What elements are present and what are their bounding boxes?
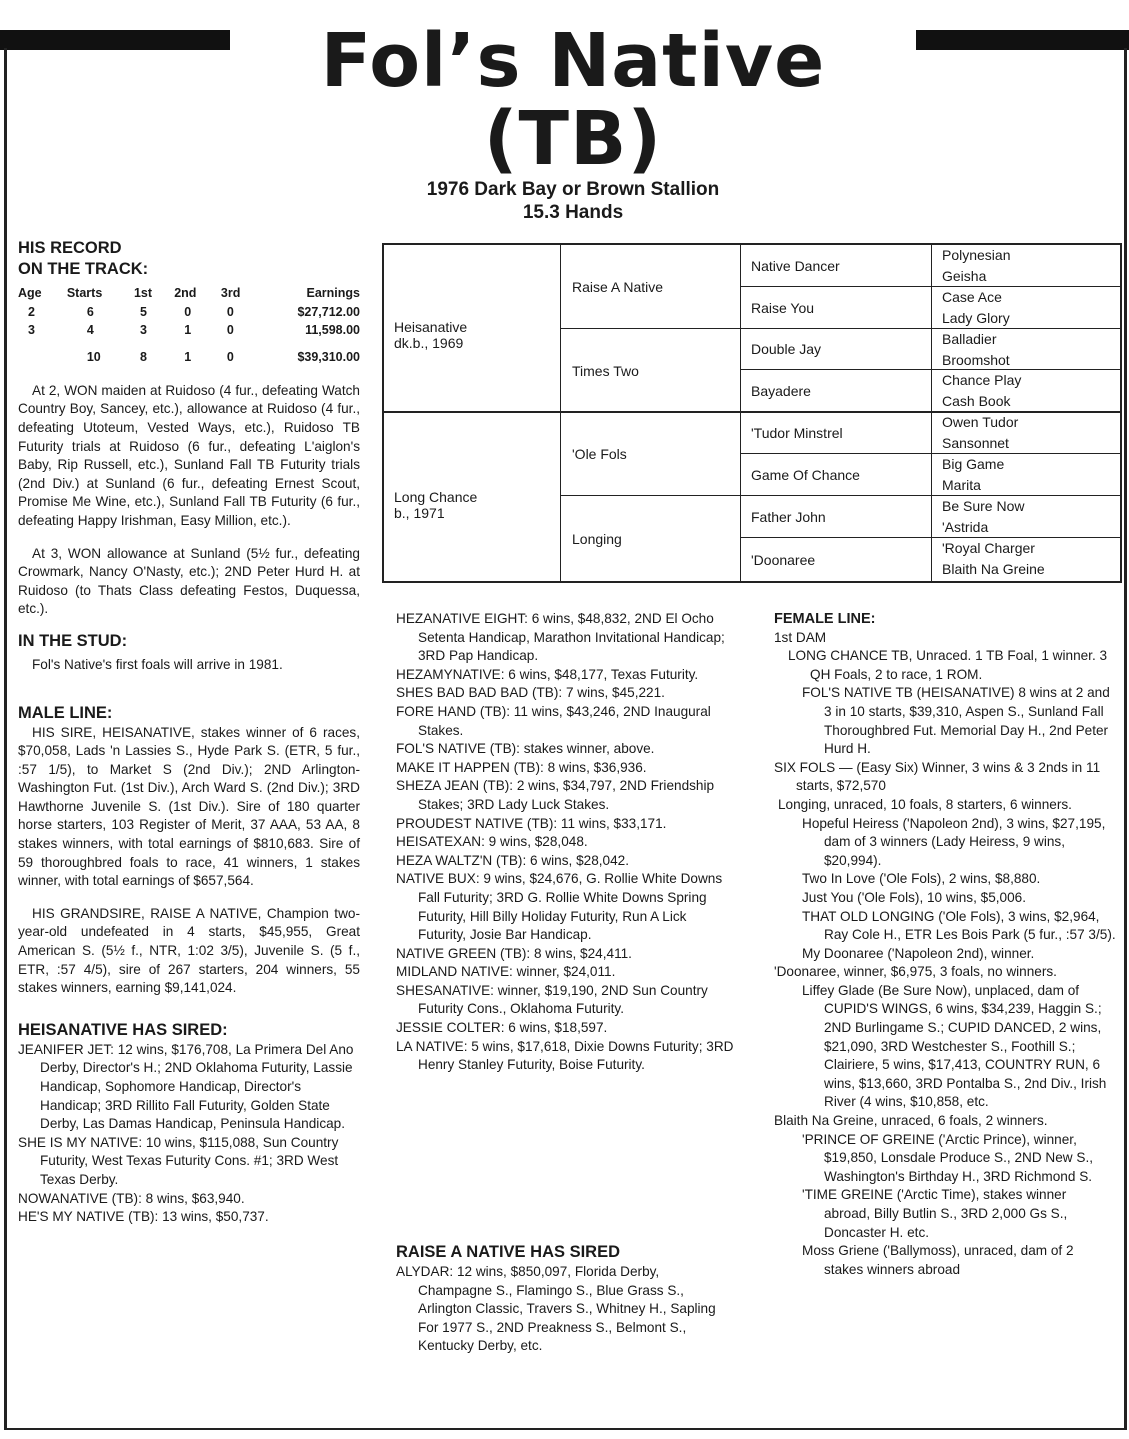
dam-name: Long Chance — [394, 489, 478, 505]
female-line-heading: FEMALE LINE: — [774, 611, 876, 627]
cell: $39,310.00 — [297, 350, 360, 365]
list-item: SIX FOLS — (Easy Six) Winner, 3 wins & 3 2nds in 11 starts, $72,570 — [774, 759, 1101, 794]
list-item: JEANIFER JET: 12 wins, $176,708, La Primera Del Ano Derby, Director's H.; 2ND Oklahoma Futurity, Lassie Handicap, Sophomore Handicap, Director's Handicap; 3RD Rillito Fall Futurity, Golden State Derby, Las Damas Handicap, Peninsula Handicap. — [18, 1041, 354, 1132]
list-item: SHES BAD BAD BAD (TB): 7 wins, $45,221. — [396, 685, 665, 701]
male-line-sire: HIS SIRE, HEISANATIVE, stakes winner of 6 races, $70,058, Lads 'n Lassies S., Hyde Park S. (ETR, 5 fur., :57 1/5), to Market S (2nd Div.); 2ND Arlington-Washington Fut. (1st Div.), Arch Ward S. (2nd Div.); 3RD Hawthorne Juvenile S. (1st Div.). Sire of 180 quarter horse starters, 103 Register of Merit, 37 AAA, 53 AA, 8 stakes winners, with total earnings of $810,683. Sire of 59 thoroughbred foals to race, 41 winners, 1 stakes winner, with total earnings of $657,564. — [18, 724, 360, 889]
list-item: JESSIE COLTER: 6 wins, $18,597. — [396, 1020, 608, 1036]
gen3-cell: Bayadere — [751, 382, 811, 399]
list-item: My Doonaree ('Napoleon 2nd), winner. — [802, 945, 1035, 961]
gen4-cell: Polynesian — [942, 247, 1011, 263]
list-item: NOWANATIVE (TB): 8 wins, $63,940. — [18, 1190, 245, 1206]
cell: 3 — [139, 323, 147, 338]
table-row — [18, 321, 360, 340]
table-header-row — [18, 284, 360, 303]
record-heading-2: ON THE TRACK: — [18, 260, 149, 278]
cell: 0 — [226, 350, 234, 365]
list-item: FOL'S NATIVE (TB): stakes winner, above. — [396, 741, 655, 757]
cell: 0 — [226, 304, 234, 319]
list-item: HEZA WALTZ'N (TB): 6 wins, $28,042. — [396, 852, 629, 868]
list-item: HE'S MY NATIVE (TB): 13 wins, $50,737. — [18, 1209, 269, 1225]
male-line-heading: MALE LINE: — [18, 703, 113, 722]
subtitle-description: 1976 Dark Bay or Brown Stallion — [426, 179, 720, 200]
list-item: 'Doonaree, winner, $6,975, 3 foals, no winners. — [774, 964, 1057, 980]
list-item: HEISATEXAN: 9 wins, $28,048. — [396, 834, 588, 850]
pedigree-chart — [382, 243, 1122, 583]
list-item: NATIVE BUX: 9 wins, $24,676, G. Rollie White Downs Fall Futurity; 3RD G. Rollie White Downs Spring Futurity, Hill Billy Holiday Futurity, Run A Lick Futurity, Josie Bar Handicap. — [396, 871, 723, 943]
record-paragraph-2yo: At 2, WON maiden at Ruidoso (4 fur., defeating Watch Country Boy, Sancey, etc.), allowance at Ruidoso (4 fur., defeating Utoteum, Vested Ways, etc.), Ruidoso TB Futurity trials at Ruidoso (6 fur., defeating L'aiglon's Baby, Rip Russell, etc.), Sunland Fall TB Futurity trials (2nd Div.) at Sunland (6 fur., defeating Ernest Scout, Promise Me Wine, etc.), Sunland Fall TB Futurity (6 fur., defeating Happy Irishman, Easy Million, etc.). — [18, 382, 360, 528]
list-item: MIDLAND NATIVE: winner, $24,011. — [396, 964, 616, 980]
gen4-cell: Chance Play — [942, 372, 1022, 389]
list-item: Blaith Na Greine, unraced, 6 foals, 2 winners. — [774, 1113, 1048, 1129]
title-block — [230, 18, 916, 223]
gen3-cell: Game Of Chance — [751, 466, 860, 483]
cell: 8 — [139, 350, 147, 365]
list-item: Hopeful Heiress ('Napoleon 2nd), 3 wins, $27,195, dam of 3 winners (Lady Heiress, 9 wins, $20,994). — [802, 815, 1106, 868]
list-item: SHESANATIVE: winner, $19,190, 2ND Sun Country Futurity Cons., Oklahoma Futurity. — [396, 982, 708, 1017]
gen4-cell: Sansonnet — [942, 435, 1009, 452]
raise-sired-section — [396, 1242, 734, 1356]
first-dam-label: 1st DAM — [774, 629, 827, 645]
list-item: Two In Love ('Ole Fols), 2 wins, $8,880. — [802, 871, 1041, 887]
divider — [560, 245, 561, 581]
heisanative-sired-heading: HEISANATIVE HAS SIRED: — [18, 1020, 228, 1039]
cell: 11,598.00 — [305, 323, 360, 338]
gen4-cell: Blaith Na Greine — [942, 560, 1045, 577]
list-item: Moss Griene ('Ballymoss), unraced, dam of 2 stakes winners abroad — [802, 1243, 1074, 1277]
col-first: 1st — [133, 286, 153, 300]
sire-info: dk.b., 1969 — [394, 335, 464, 351]
gen4-cell: Big Game — [942, 456, 1005, 473]
gen4-cell: Geisha — [942, 267, 987, 284]
gen4-cell: Cash Book — [942, 393, 1011, 410]
record-heading-1: HIS RECORD — [18, 239, 122, 257]
col-starts: Starts — [66, 286, 103, 300]
male-line-grandsire: HIS GRANDSIRE, RAISE A NATIVE, Champion two-year-old undefeated in 4 starts, $45,955, Great American S. (5½ f., NTR, 1:02 3/5), Juvenile S. (5 f., ETR, :57 4/5), sire of 267 starters, 204 winners, 55 stakes winners, earning $9,141,024. — [18, 905, 360, 996]
record-paragraph-3yo: At 3, WON allowance at Sunland (5½ fur., defeating Crowmark, Nancy O'Nasty, etc.); 2ND Peter Hurd H. at Ruidoso (to Thats Class defeating Festos, Duquessa, etc.). — [18, 545, 360, 617]
cell-empty — [18, 340, 67, 368]
gen3-cell: Raise You — [751, 299, 815, 316]
col-second: 2nd — [174, 286, 197, 300]
col-age: Age — [18, 286, 42, 300]
cell: 6 — [86, 304, 94, 319]
list-item: MAKE IT HAPPEN (TB): 8 wins, $36,936. — [396, 759, 647, 775]
list-item: PROUDEST NATIVE (TB): 11 wins, $33,171. — [396, 815, 667, 831]
gen4-cell: Marita — [942, 476, 981, 493]
list-item: 'TIME GREINE ('Arctic Time), stakes winner abroad, Billy Butlin S., 3RD 2,000 Gs S., Doncaster H. etc. — [802, 1187, 1068, 1240]
cell: 4 — [86, 323, 94, 338]
gen4-cell: 'Royal Charger — [942, 539, 1035, 556]
gen3-cell: Father John — [751, 508, 826, 525]
stud-heading: IN THE STUD: — [18, 631, 128, 650]
list-item: LONG CHANCE TB, Unraced. 1 TB Foal, 1 winner. 3 QH Foals, 2 to race, 1 ROM. — [788, 648, 1108, 682]
cell: 0 — [184, 304, 192, 319]
left-column — [18, 238, 360, 1227]
list-item: SHE IS MY NATIVE: 10 wins, $115,088, Sun Country Futurity, West Texas Futurity Cons. #1; 3RD West Texas Derby. — [18, 1134, 339, 1187]
gen3-cell: 'Doonaree — [751, 551, 816, 568]
cell: 3 — [28, 323, 35, 338]
gen3-cell: Double Jay — [751, 341, 822, 357]
list-item: NATIVE GREEN (TB): 8 wins, $24,411. — [396, 945, 632, 961]
dam-info: b., 1971 — [394, 505, 445, 521]
list-item: Liffey Glade (Be Sure Now), unplaced, dam of CUPID'S WINGS, 6 wins, $34,239, Haggin S.; 2ND Burlingame S.; CUPID DANCED, 2 wins, $21,090, 3RD Westchester S., Foothill S.; Clairiere, 5 wins, $17,413, COUNTRY RUN, 6 wins, $13,660, 3RD Pontalba S., 2nd Div., Irish River (4 wins, $10,858, etc. — [802, 982, 1107, 1110]
stud-text: Fol's Native's first foals will arrive in 1981. — [32, 656, 283, 672]
gen4-cell: Owen Tudor — [942, 414, 1019, 431]
gen4-cell: Case Ace — [942, 288, 1002, 305]
gen4-cell: Lady Glory — [942, 309, 1010, 326]
gen2-cell: Raise A Native — [572, 278, 664, 295]
cell: 2 — [28, 304, 35, 319]
table-total-row — [18, 340, 360, 368]
page-title: Fol’s Native (TB) — [320, 18, 826, 182]
gen4-cell: Broomshot — [942, 351, 1010, 368]
list-item: SHEZA JEAN (TB): 2 wins, $34,797, 2ND Friendship Stakes; 3RD Lady Luck Stakes. — [396, 778, 715, 812]
female-line-entries — [774, 647, 1116, 1279]
raise-sired-heading: RAISE A NATIVE HAS SIRED — [396, 1243, 620, 1261]
gen4-cell: Be Sure Now — [942, 497, 1025, 514]
list-item: Longing, unraced, 10 foals, 8 starters, 6 winners. — [778, 796, 1072, 812]
cell: 5 — [139, 304, 147, 319]
cell: 1 — [184, 350, 192, 365]
table-row — [18, 303, 360, 322]
right-column — [774, 610, 1116, 1279]
sire-name: Heisanative — [394, 319, 468, 335]
divider — [931, 245, 932, 581]
gen4-cell: Balladier — [942, 330, 997, 347]
list-item: HEZANATIVE EIGHT: 6 wins, $48,832, 2ND El Ocho Setenta Handicap, Marathon Invitational Handicap; 3RD Pap Handicap. — [396, 611, 725, 664]
list-item: ALYDAR: 12 wins, $850,097, Florida Derby, Champagne S., Flamingo S., Blue Grass S., Arlington Classic, Travers S., Whitney H., Sapling For 1977 S., 2ND Preakness S., Belmont S., Kentucky Derby, etc. — [396, 1264, 716, 1354]
pedigree-sire — [384, 305, 560, 365]
cell: 1 — [184, 323, 192, 338]
list-item: LA NATIVE: 5 wins, $17,618, Dixie Downs Futurity; 3RD Henry Stanley Futurity, Boise Futurity. — [396, 1038, 734, 1073]
gen4-column — [942, 245, 1120, 580]
cell: 10 — [86, 350, 101, 365]
record-table — [18, 284, 360, 368]
col-earnings: Earnings — [306, 286, 360, 300]
gen2-cell: 'Ole Fols — [572, 446, 627, 462]
cell: 0 — [226, 323, 234, 338]
list-item: 'PRINCE OF GREINE ('Arctic Prince), winner, $19,850, Lonsdale Produce S., 2ND New S., Washington's Birthday H., 3RD Richmond S. — [802, 1131, 1094, 1184]
list-item: HEZAMYNATIVE: 6 wins, $48,177, Texas Futurity. — [396, 666, 699, 682]
gen3-cell: Native Dancer — [751, 257, 840, 274]
list-item: THAT OLD LONGING ('Ole Fols), 3 wins, $2,964, Ray Cole H., ETR Les Bois Park (5 fur., :57 3/5). — [802, 908, 1116, 943]
gen4-cell: 'Astrida — [942, 518, 989, 535]
middle-column — [396, 610, 734, 1075]
list-item: Just You ('Ole Fols), 10 wins, $5,006. — [802, 889, 1026, 905]
subtitle-height: 15.3 Hands — [522, 202, 624, 223]
gen3-cell: 'Tudor Minstrel — [751, 425, 843, 441]
pedigree-dam — [384, 475, 560, 535]
cell: $27,712.00 — [297, 304, 360, 319]
list-item: FOL'S NATIVE TB (HEISANATIVE) 8 wins at 2 and 3 in 10 starts, $39,310, Aspen S., Sunland Fall Thoroughbred Fut. Memorial Day H., 2nd Peter Hurd H. — [802, 685, 1110, 757]
list-item: FORE HAND (TB): 11 wins, $43,246, 2ND Inaugural Stakes. — [396, 703, 711, 738]
gen2-cell: Longing — [572, 530, 622, 547]
col-third: 3rd — [220, 286, 241, 300]
gen2-cell: Times Two — [572, 362, 639, 379]
